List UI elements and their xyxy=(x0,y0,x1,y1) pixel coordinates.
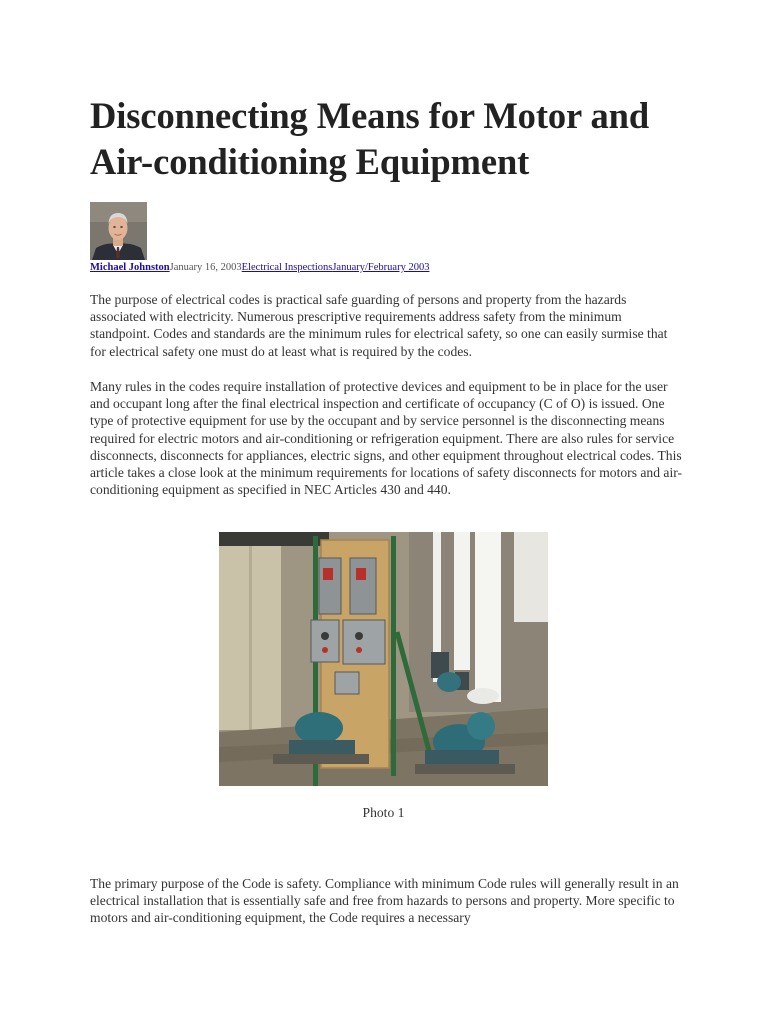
issue-link[interactable]: January/February 2003 xyxy=(332,262,430,273)
article-title: Disconnecting Means for Motor and Air-conditioning Equipment xyxy=(90,95,650,182)
article-photo xyxy=(219,532,548,786)
paragraph-intro: The purpose of electrical codes is practical safe guarding of persons and property from the hazards associated with electricity. Numerous prescriptive requirements address safety from the minimum standpoint. Codes and standards are the minimum rules for electrical safety, so one can easily surmise that for electrical safety one must do at least what is required by the codes. xyxy=(90,292,668,359)
category-link[interactable]: Electrical Inspections xyxy=(241,262,333,273)
byline xyxy=(90,261,429,274)
author-photo xyxy=(90,202,147,260)
author-link[interactable]: Michael Johnston xyxy=(90,262,170,273)
paragraph-code-purpose: The primary purpose of the Code is safety. Compliance with minimum Code rules will generally result in an electrical installation that is essentially safe and free from hazards to persons and property. More specific to motors and air-conditioning equipment, the Code requires a necessary xyxy=(90,876,679,926)
publish-date: January 16, 2003 xyxy=(169,262,242,273)
paragraph-protective-devices: Many rules in the codes require installation of protective devices and equipment to be in place for the user and occupant long after the final electrical inspection and certificate of occupancy (C of O) is issued. One type of protective equipment for use by the occupant and by service personnel is the disconnecting means required for electric motors and air-conditioning or refrigeration equipment. There are also rules for service disconnects, disconnects for appliances, electric signs, and other equipment throughout electrical codes. This article takes a close look at the minimum requirements for locations of safety disconnects for motors and air-conditioning equipment as specified in NEC Articles 430 and 440. xyxy=(90,379,683,498)
photo-caption: Photo 1 xyxy=(362,805,405,820)
